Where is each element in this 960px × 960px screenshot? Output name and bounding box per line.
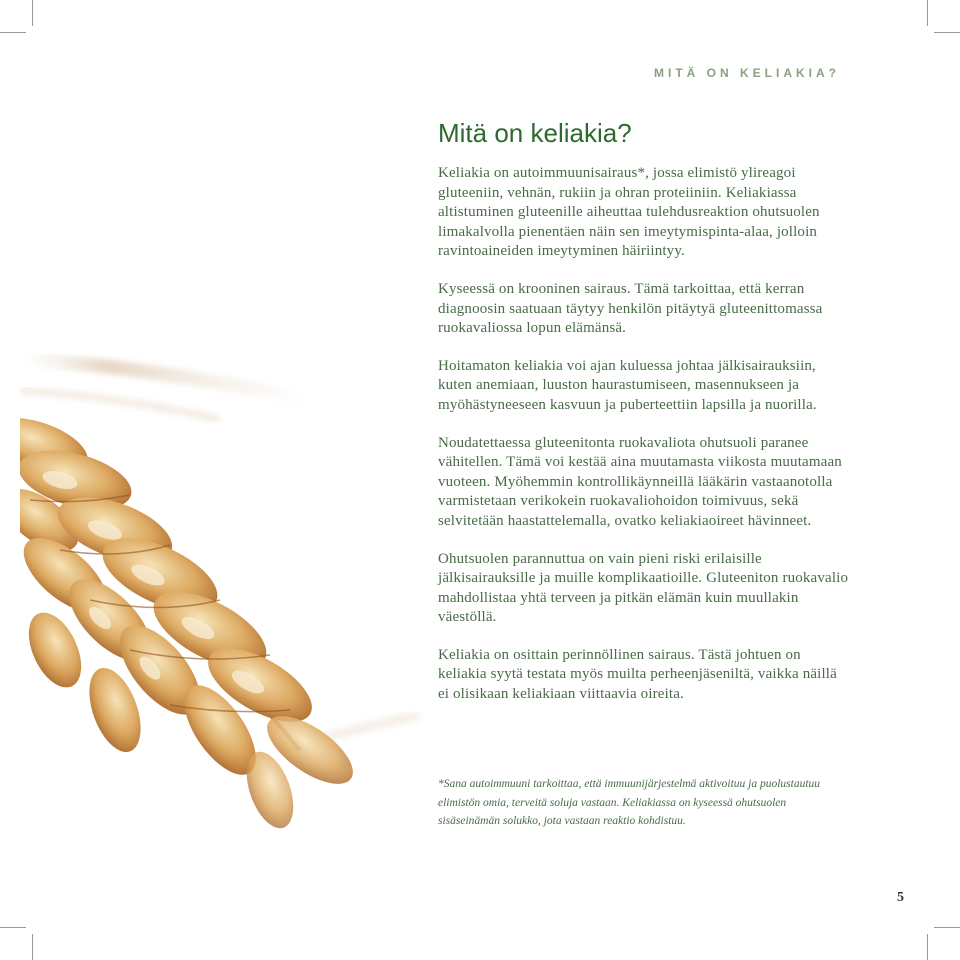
crop-mark — [0, 927, 26, 928]
body-text — [438, 164, 850, 723]
crop-mark — [927, 934, 928, 960]
paragraph: Noudatettaessa gluteenitonta ruokavaliota ohutsuoli paranee vähitellen. Tämä voi kestää aina muutamasta viikosta muutamaan vuoteen. Myöhemmin kontrollikäynneillä lääkärin vastaanotolla varmistetaan verikokein ruokavaliohoidon toimivuus, sekä selvitetään haastattelemalla, ovatko keliakiaoireet hävinneet. — [438, 434, 842, 529]
crop-mark — [32, 0, 33, 26]
wheat-ear-icon — [20, 330, 430, 890]
page-number: 5 — [897, 890, 904, 905]
crop-mark — [934, 32, 960, 33]
paragraph: Keliakia on osittain perinnöllinen sairaus. Tästä johtuen on keliakia syytä testata myös muilta perheenjäseniltä, vaikka näillä ei olisikaan keliakiaan viittaavia oireita. — [438, 646, 837, 703]
paragraph: Keliakia on autoimmuunisairaus*, jossa elimistö ylireagoi gluteeniin, vehnän, rukiin ja ohran proteiiniin. Keliakiassa altistuminen gluteenille aiheuttaa tulehdusreaktion ohutsuolen limakalvolla pienentäen näin sen imeytymispinta-alaa, jolloin ravintoaineiden imeytyminen häiriintyy. — [438, 165, 820, 260]
paragraph: Hoitamaton keliakia voi ajan kuluessa johtaa jälkisairauksiin, kuten anemiaan, luuston haurastumiseen, masennukseen ja myöhästyneeseen kasvuun ja puberteettiin lapsilla ja nuorilla. — [438, 357, 817, 413]
crop-mark — [927, 0, 928, 26]
paragraph: Kyseessä on krooninen sairaus. Tämä tarkoittaa, että kerran diagnoosin saatuaan täytyy henkilön pitäytyä gluteenittomassa ruokavaliossa lopun elämänsä. — [438, 280, 823, 337]
paragraph: Ohutsuolen parannuttua on vain pieni riski erilaisille jälkisairauksille ja muille komplikaatioille. Gluteeniton ruokavalio mahdollistaa yhtä terveen ja pitkän elämän kuin muullakin väestöllä. — [438, 550, 849, 626]
crop-mark — [0, 32, 26, 33]
page-title: Mitä on keliakia? — [438, 118, 632, 148]
crop-mark — [32, 934, 33, 960]
running-header: MITÄ ON KELIAKIA? — [654, 66, 840, 80]
footnote: *Sana autoimmuuni tarkoittaa, että immuunijärjestelmä aktivoituu ja puolustautuu elimistön omia, terveitä soluja vastaan. Keliakiassa on kyseessä ohutsuolen sisäseinämän solukko, jota vastaan reaktio kohdistuu. — [438, 778, 821, 827]
crop-mark — [934, 927, 960, 928]
